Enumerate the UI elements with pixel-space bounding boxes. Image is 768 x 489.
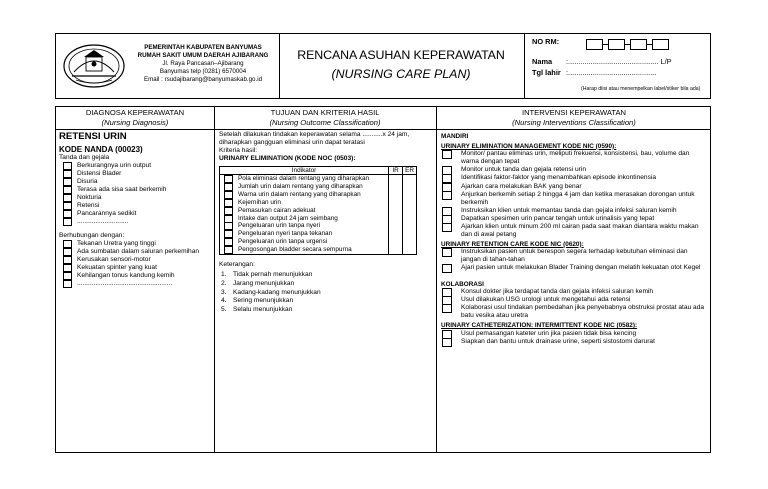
legend-item: 2. Jarang menunjukkan [221,280,295,288]
related-item[interactable]: Kehilangan tonus kandung kemih [59,272,209,280]
er-cell[interactable] [403,215,417,223]
form-title: RENCANA ASUHAN KEPERAWATAN [297,48,505,62]
sign-item[interactable]: Distensi Blader [59,170,209,178]
related-item[interactable]: Kerusakan sensori-motor [59,256,209,264]
indicator-row: Pengeluaran nyeri tanpa tekanan [220,230,417,238]
indicator-row: Pemasukan cairan adekuat [220,207,417,215]
tgl-lahir-field[interactable]: :........................................... [566,68,657,77]
checkbox[interactable] [224,246,233,254]
checkbox[interactable] [442,248,452,257]
hospital-identity [128,44,278,84]
hospital-logo-icon [62,42,126,90]
legend-item: 4. Sering menunjukkan [221,297,294,305]
ir-cell[interactable] [389,215,403,223]
er-cell[interactable] [403,191,417,199]
legend-label: Keterangan: [219,260,255,268]
er-header: ER [403,166,417,175]
er-cell[interactable] [403,207,417,215]
checkbox[interactable] [63,202,72,210]
related-list [59,240,209,288]
no-rm-box[interactable] [586,39,603,50]
related-item[interactable]: Kekuatan spinter yang kuat [59,264,209,272]
outcome-intro: Setelah dilakukan tindakan keperawatan selama ...........x 24 jam, diharapkan gangguan eliminasi urin dapat teratasi [219,131,410,146]
no-rm-boxes[interactable] [586,39,669,50]
intervention-item[interactable]: Konsul dokter jika terdapat tanda dan gejala infeksi saluran kemih [441,288,709,296]
ir-cell[interactable] [389,230,403,238]
intervention-item[interactable]: Ajarkan cara melakukan BAK yang benar [441,183,709,191]
checkbox[interactable] [63,264,72,272]
indicator-row: Kejernihan urin [220,199,417,207]
ir-cell[interactable] [389,238,403,246]
er-cell[interactable] [403,238,417,246]
checkbox[interactable] [63,272,72,280]
diagnosis-column [59,131,209,288]
checkbox[interactable] [224,215,233,223]
checkbox[interactable] [224,222,233,230]
intervention-item[interactable]: Monitor untuk tanda dan gejala retensi urin [441,166,709,174]
er-cell[interactable] [403,230,417,238]
hospital-line-2: RUMAH SAKIT UMUM DAERAH AJIBARANG [137,51,269,59]
noc-label: URINARY ELIMINATION (KODE NOC (0503): [219,154,356,162]
related-item[interactable]: Tekanan Uretra yang tinggi [59,240,209,248]
indicator-row: Pola eliminasi dalam rentang yang diharapkan [220,175,417,183]
uem-label: URINARY ELIMINATION MANAGEMENT KODE NIC (0590): [441,142,617,150]
checkbox[interactable] [442,191,452,200]
intervention-item[interactable]: Siapkan dan bantu untuk drainase urine, seperti sistostomi darurat [441,338,709,346]
hospital-phone: Banyumas telp (0281) 6570004 [159,67,247,75]
checkbox[interactable] [442,338,452,347]
intervention-item[interactable]: Identifikasi faktor-faktor yang menambahkan episode inkontinensia [441,174,709,182]
checkbox[interactable] [224,183,233,191]
er-cell[interactable] [403,222,417,230]
outcome-column-header: TUJUAN DAN KRITERIA HASIL (Nursing Outcome Classification) [269,108,381,127]
ir-cell[interactable] [389,191,403,199]
checkbox[interactable] [442,264,452,273]
sign-item[interactable]: ............................ [59,218,209,226]
checkbox[interactable] [442,304,452,313]
checkbox[interactable] [63,162,72,170]
related-label: Berhubungan dengan: [59,232,125,240]
checkbox[interactable] [224,230,233,238]
indicator-row: Warna urin dalam rentang yang diharapkan [220,191,417,199]
checkbox[interactable] [63,218,72,226]
ir-cell[interactable] [389,222,403,230]
intervention-item[interactable]: Anjurkan berkemih setiap 2 hingga 4 jam dan ketika merasakan dorongan untuk berkemih [441,191,709,207]
outcome-column [219,131,434,314]
uci-label: URINARY CATHETERIZATION: INTERMITTENT KODE NIC (0582): [441,322,638,330]
intervention-item[interactable]: Ajari pasien untuk melakukan Blader Training dengan melatih kekuatan otot Kegel [441,264,709,272]
er-cell[interactable] [403,183,417,191]
intervention-item[interactable]: Monitor/ pantau eliminas urin, meliputi frekuensi, konsistensi, bau, volume dan warna dengan tepat [441,150,709,166]
checkbox[interactable] [63,248,72,256]
signs-list [59,162,209,226]
indicator-row: Intake dan output 24 jam seimbang [220,215,417,223]
criteria-label: Kriteria hasil: [219,146,258,154]
no-rm-box[interactable] [608,39,625,50]
nama-label: Nama [532,57,553,66]
diagnosis-column-header: DIAGNOSA KEPERAWATAN (Nursing Diagnosis) [85,108,185,127]
sign-item[interactable]: Retensi [59,202,209,210]
nama-field[interactable]: :............................................ L/P [566,57,672,66]
sign-item[interactable]: Terasa ada sisa saat berkemih [59,186,209,194]
er-cell[interactable] [403,246,417,254]
ir-cell[interactable] [389,175,403,183]
checkbox[interactable] [63,170,72,178]
nanda-code: KODE NANDA (00023) [59,144,143,154]
intervention-item[interactable]: Instruksikan pasien untuk berespon segera terhadap kebutuhan eliminasi dan jangan di tahan-tahan [441,248,709,264]
no-rm-box[interactable] [630,39,647,50]
ir-cell[interactable] [389,246,403,254]
intervention-item[interactable]: Ajarkan klien untuk minum 200 ml cairan pada saat makan diantara waktu makan dan di awal petang [441,223,709,239]
intervention-item[interactable]: Kolaborasi usul tindakan pembedahan jika penyebabnya obstruksi prostat atau ada batu vesika atau uretra [441,304,709,320]
checkbox[interactable] [224,199,233,207]
label-note: (Harap diisi atau menempelkan label/stiker bila ada) [581,86,701,92]
checkbox[interactable] [63,194,72,202]
intervention-item[interactable]: Usul dilakukan USG urologi untuk mengetahui ada retensi [441,296,709,304]
legend-item: 5. Selalu menunjukkan [221,305,293,313]
indicator-row: Pengeluaran urin tanpa nyeri [220,222,417,230]
indicator-table [219,166,417,255]
no-rm-box[interactable] [652,39,669,50]
hospital-email: Email : rsudajibarang@banyumaskab.go.id [143,75,263,83]
legend-item: 1. Tidak pernah menunjukkan [221,271,313,279]
care-plan-table [55,106,711,453]
tgl-lahir-label: Tgl lahir [532,68,561,77]
checkbox[interactable] [224,191,233,199]
ir-header: IR [389,166,403,175]
ir-cell[interactable] [389,183,403,191]
checkbox[interactable] [63,210,72,218]
checkbox[interactable] [224,175,233,183]
checkbox[interactable] [63,280,72,288]
signs-label: Tanda dan gejala [59,154,110,162]
ir-cell[interactable] [389,199,403,207]
intervention-column-header: INTERVENSI KEPERAWATAN (Nursing Interventions Classification) [512,108,636,127]
indicator-row: Pengosongan bladder secara sempurna [220,246,417,254]
hospital-address: Jl. Raya Pancasan–Ajibarang [162,59,244,67]
legend-item: 3. Kadang-kadang menunjukkan [221,288,321,296]
sign-item[interactable]: Pancarannya sedikit [59,210,209,218]
urc-label: URINARY RETENTION CARE KODE NIC (0620): [441,240,584,248]
intervention-item[interactable]: Usul pemasangan kateter urin jika pasien tidak bisa kencing [441,330,709,338]
nursing-care-plan-form [55,33,711,453]
indicator-header: Indikator [220,166,389,175]
checkbox[interactable] [63,256,72,264]
mandiri-label: MANDIRI [441,133,469,140]
er-cell[interactable] [403,175,417,183]
no-rm-label: NO RM: [532,37,560,46]
checkbox[interactable] [63,186,72,194]
sign-item[interactable]: Disuria [59,178,209,186]
checkbox[interactable] [224,207,233,215]
indicator-row: Pengeluaran urin tanpa urgensi [220,238,417,246]
legend [219,261,434,315]
checkbox[interactable] [442,150,452,159]
related-item[interactable]: .................................................... [59,280,209,288]
intervention-column [441,131,709,346]
ir-cell[interactable] [389,207,403,215]
checkbox[interactable] [442,223,452,232]
form-header [55,33,711,99]
intervention-item[interactable]: Instruksikan klien untuk memantau tanda dan gejala infeksi saluran kemih [441,207,709,215]
legend-list [219,271,434,314]
related-item[interactable]: Ada sumbatan dalam saluran perkemihan [59,248,209,256]
indicator-row: Jumlah urin dalam rentang yang diharapkan [220,183,417,191]
kolaborasi-label: KOLABORASI [441,280,484,288]
form-subtitle: (NURSING CARE PLAN) [331,67,471,81]
checkbox[interactable] [224,238,233,246]
intervention-item[interactable]: Dapatkan spesimen urin pancar tengah untuk urinalisis yang tepat [441,215,709,223]
hospital-line-1: PEMERINTAH KABUPATEN BANYUMAS [144,44,262,51]
checkbox[interactable] [63,178,72,186]
sign-item[interactable]: Nokturia [59,194,209,202]
sign-item[interactable]: Berkurangnya urin output [59,162,209,170]
checkbox[interactable] [63,240,72,248]
er-cell[interactable] [403,199,417,207]
diagnosis-name: RETENSI URIN [59,131,127,142]
